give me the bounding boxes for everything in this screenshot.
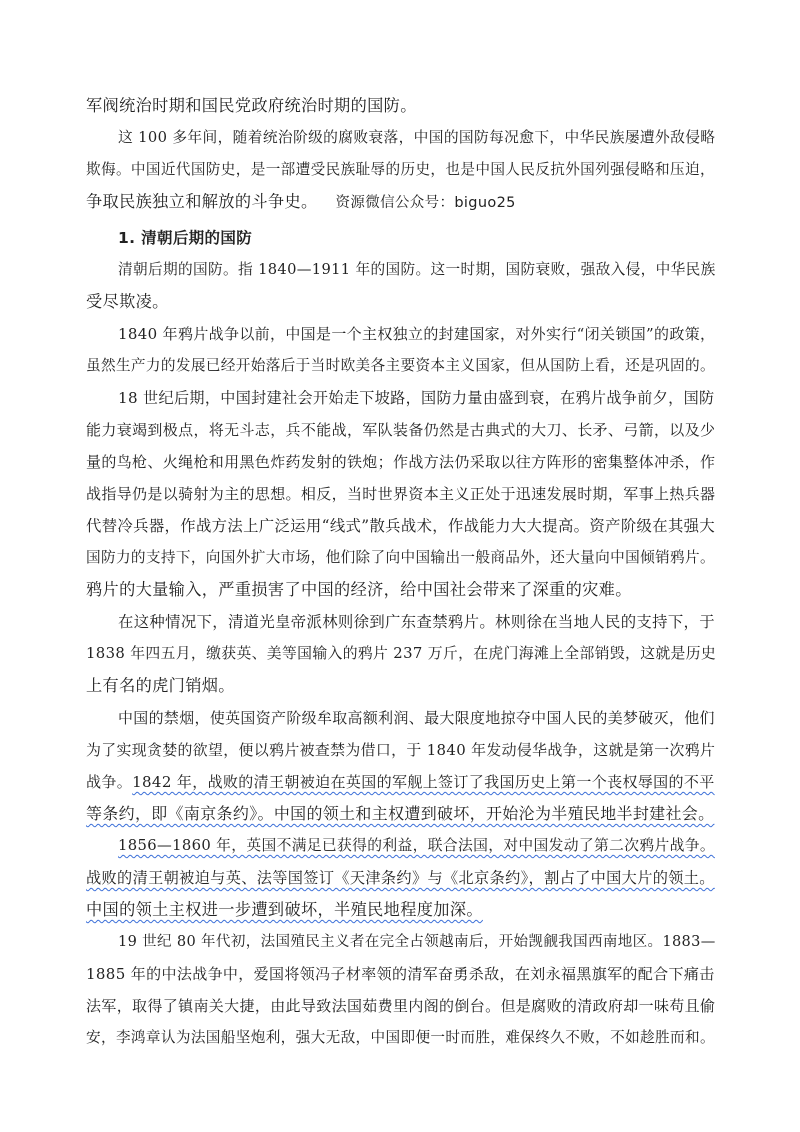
text-line: 安，李鸿章认为法国船坚炮利，强大无敌，中国即便一时而胜，难保终久不败，不如趁胜而和。 [86, 1029, 715, 1046]
section-heading: 1. 清朝后期的国防 [118, 229, 253, 247]
text-line: 能力衰竭到极点，将无斗志，兵不能战，军队装备仍然是古典式的大刀、长矛、弓箭，以及少 [86, 421, 716, 439]
text-line: 中国的禁烟，使英国资产阶级牟取高额利润、最大限度地掠夺中国人民的美梦破灭，他们 [118, 709, 715, 727]
text-line: 18 世纪后期，中国封建社会开始走下坡路，国防力量由盛到衰，在鸦片战争前夕，国防 [118, 389, 715, 407]
underlined-text: 1856—1860 年，英国不满足已获得的利益，联合法国，对中国发动了第二次鸦片战争。 [118, 837, 715, 854]
text-line: 量的鸟枪、火绳枪和用黑色炸药发射的铁炮；作战方法仍采取以往方阵形的密集整体冲杀，作 [86, 453, 716, 471]
underlined-text: 1842 年，战败的清王朝被迫在英国的军舰上签订了我国历史上第一个丧权辱国的不平 [132, 773, 715, 791]
text-line: 19 世纪 80 年代初，法国殖民主义者在完全占领越南后，开始觊觎我国西南地区。1883— [118, 934, 716, 950]
text-line: 法军，取得了镇南关大捷，由此导致法国茹费里内阁的倒台。但是腐败的清政府却一味苟且偷 [86, 997, 716, 1015]
text-line: 1840 年鸦片战争以前，中国是一个主权独立的封建国家，对外实行“闭关锁国”的政策， [118, 325, 716, 343]
text-line: 国防力的支持下，向国外扩大市场，他们除了向中国输出一般商品外，还大量向中国倾销鸦片。 [86, 549, 715, 566]
text-line: 1885 年的中法战争中，爱国将领冯子材率领的清军奋勇杀敌，在刘永福黑旗军的配合下痛击 [86, 965, 715, 983]
text-line: 军阀统治时期和国民党政府统治时期的国防。 [86, 96, 417, 115]
text-line: 为了实现贪婪的欲望，便以鸦片被查禁为借口，于 1840 年发动侵华战争，这就是第一次鸦片 [86, 741, 716, 759]
text-line: 受尽欺凌。 [86, 292, 169, 311]
text-line: 1838 年四五月，缴获英、美等国输入的鸦片 237 万斤，在虎门海滩上全部销毁，这就是历史 [86, 645, 717, 662]
source-note: 资源微信公众号：biguo25 [335, 195, 516, 211]
text-line: 这 100 多年间，随着统治阶级的腐败衰落，中国的国防每况愈下，中华民族屡遭外敌侵略 [118, 129, 716, 146]
text-line [86, 772, 715, 792]
text-line: 清朝后期的国防。指 1840—1911 年的国防。这一时期，国防衰败，强敌入侵，中华民族 [118, 261, 716, 278]
text-line: 战指导仍是以骑射为主的思想。相反，当时世界资本主义正处于迅速发展时期，军事上热兵器 [86, 485, 716, 503]
text-line [86, 900, 483, 920]
text-line: 上有名的虎门销烟。 [86, 676, 235, 695]
text-segment: 争取民族独立和解放的斗争史。 [86, 192, 318, 211]
text-line: 代替冷兵器，作战方法上广泛运用“线式”散兵战术，作战能力大大提高。资产阶级在其强大 [86, 517, 716, 535]
underlined-text: 等条约，即《南京条约》。中国的领土和主权遭到破坏，开始沦为半殖民地半封建社会。 [86, 804, 715, 823]
text-line: 鸦片的大量输入，严重损害了中国的经济，给中国社会带来了深重的灾难。 [86, 580, 632, 599]
underlined-text: 中国的领土主权进一步遭到破坏，半殖民地程度加深。 [86, 900, 483, 919]
text-line [86, 192, 516, 213]
text-line: 虽然生产力的发展已经开始落后于当时欧美各主要资本主义国家，但从国防上看，还是巩固的。 [86, 357, 715, 374]
text-line [118, 836, 715, 856]
text-segment: 战争。 [86, 773, 133, 791]
text-line [86, 868, 715, 888]
underlined-text: 战败的清王朝被迫与英、法等国签订《天津条约》与《北京条约》，割占了中国大片的领土。 [86, 869, 715, 887]
text-line [86, 804, 714, 824]
text-line: 在这种情况下，清道光皇帝派林则徐到广东查禁鸦片。林则徐在当地人民的支持下，于 [118, 613, 715, 631]
text-line: 欺侮。中国近代国防史，是一部遭受民族耻辱的历史，也是中国人民反抗外国列强侵略和压迫， [86, 161, 715, 178]
